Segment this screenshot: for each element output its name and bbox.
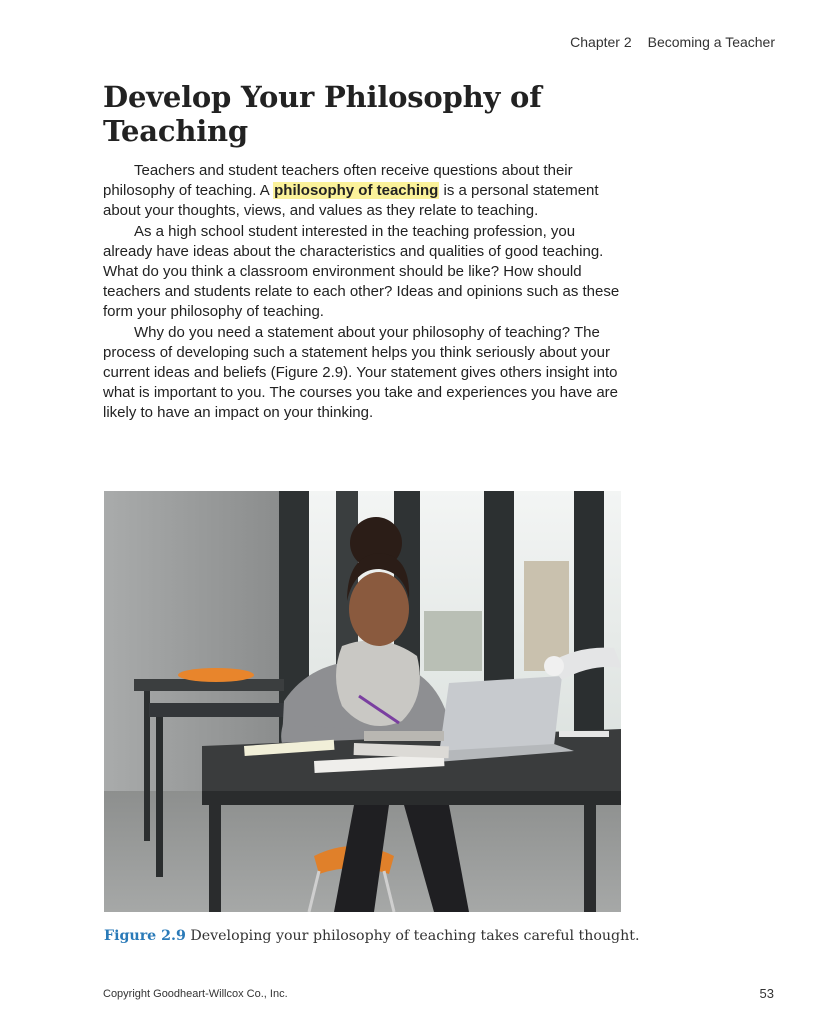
body-text	[103, 161, 623, 424]
paragraph-3: Why do you need a statement about your philosophy of teaching? The process of developing such a statement helps you think seriously about your current ideas and beliefs (Figure 2.9). Your statement gives others insight into what is important to you. The courses you take and experiences you have are likely to have an impact on your thinking.	[103, 323, 619, 422]
page-number: 53	[759, 986, 774, 1001]
figure-label: Figure 2.9	[104, 928, 186, 944]
section-title: Develop Your Philosophy of Teaching	[103, 80, 542, 148]
key-term-highlight: philosophy of teaching	[274, 182, 439, 200]
paragraph-2: As a high school student interested in the teaching profession, you already have ideas about the characteristics and qualities of good teaching. What do you think a classroom environment should be like? How should teachers and students relate to each other? Ideas and opinions such as these form your philosophy of teaching.	[103, 222, 620, 321]
student-studying-illustration	[104, 491, 621, 912]
paragraph-1	[103, 161, 623, 222]
figure-caption	[104, 928, 704, 944]
figure-photo	[104, 491, 621, 912]
paragraph-1-rest: is a personal statement about your thoughts, views, and values as they relate to teaching.	[103, 182, 599, 220]
paragraph-1-lead: Teachers and student teachers often receive questions about their philosophy of teaching. A	[103, 162, 573, 200]
figure-caption-text: Developing your philosophy of teaching takes careful thought.	[190, 928, 640, 944]
copyright-notice: Copyright Goodheart-Willcox Co., Inc.	[103, 988, 288, 1000]
running-head	[570, 34, 775, 50]
chapter-title: Becoming a Teacher	[647, 34, 775, 50]
chapter-number: Chapter 2	[570, 34, 632, 50]
